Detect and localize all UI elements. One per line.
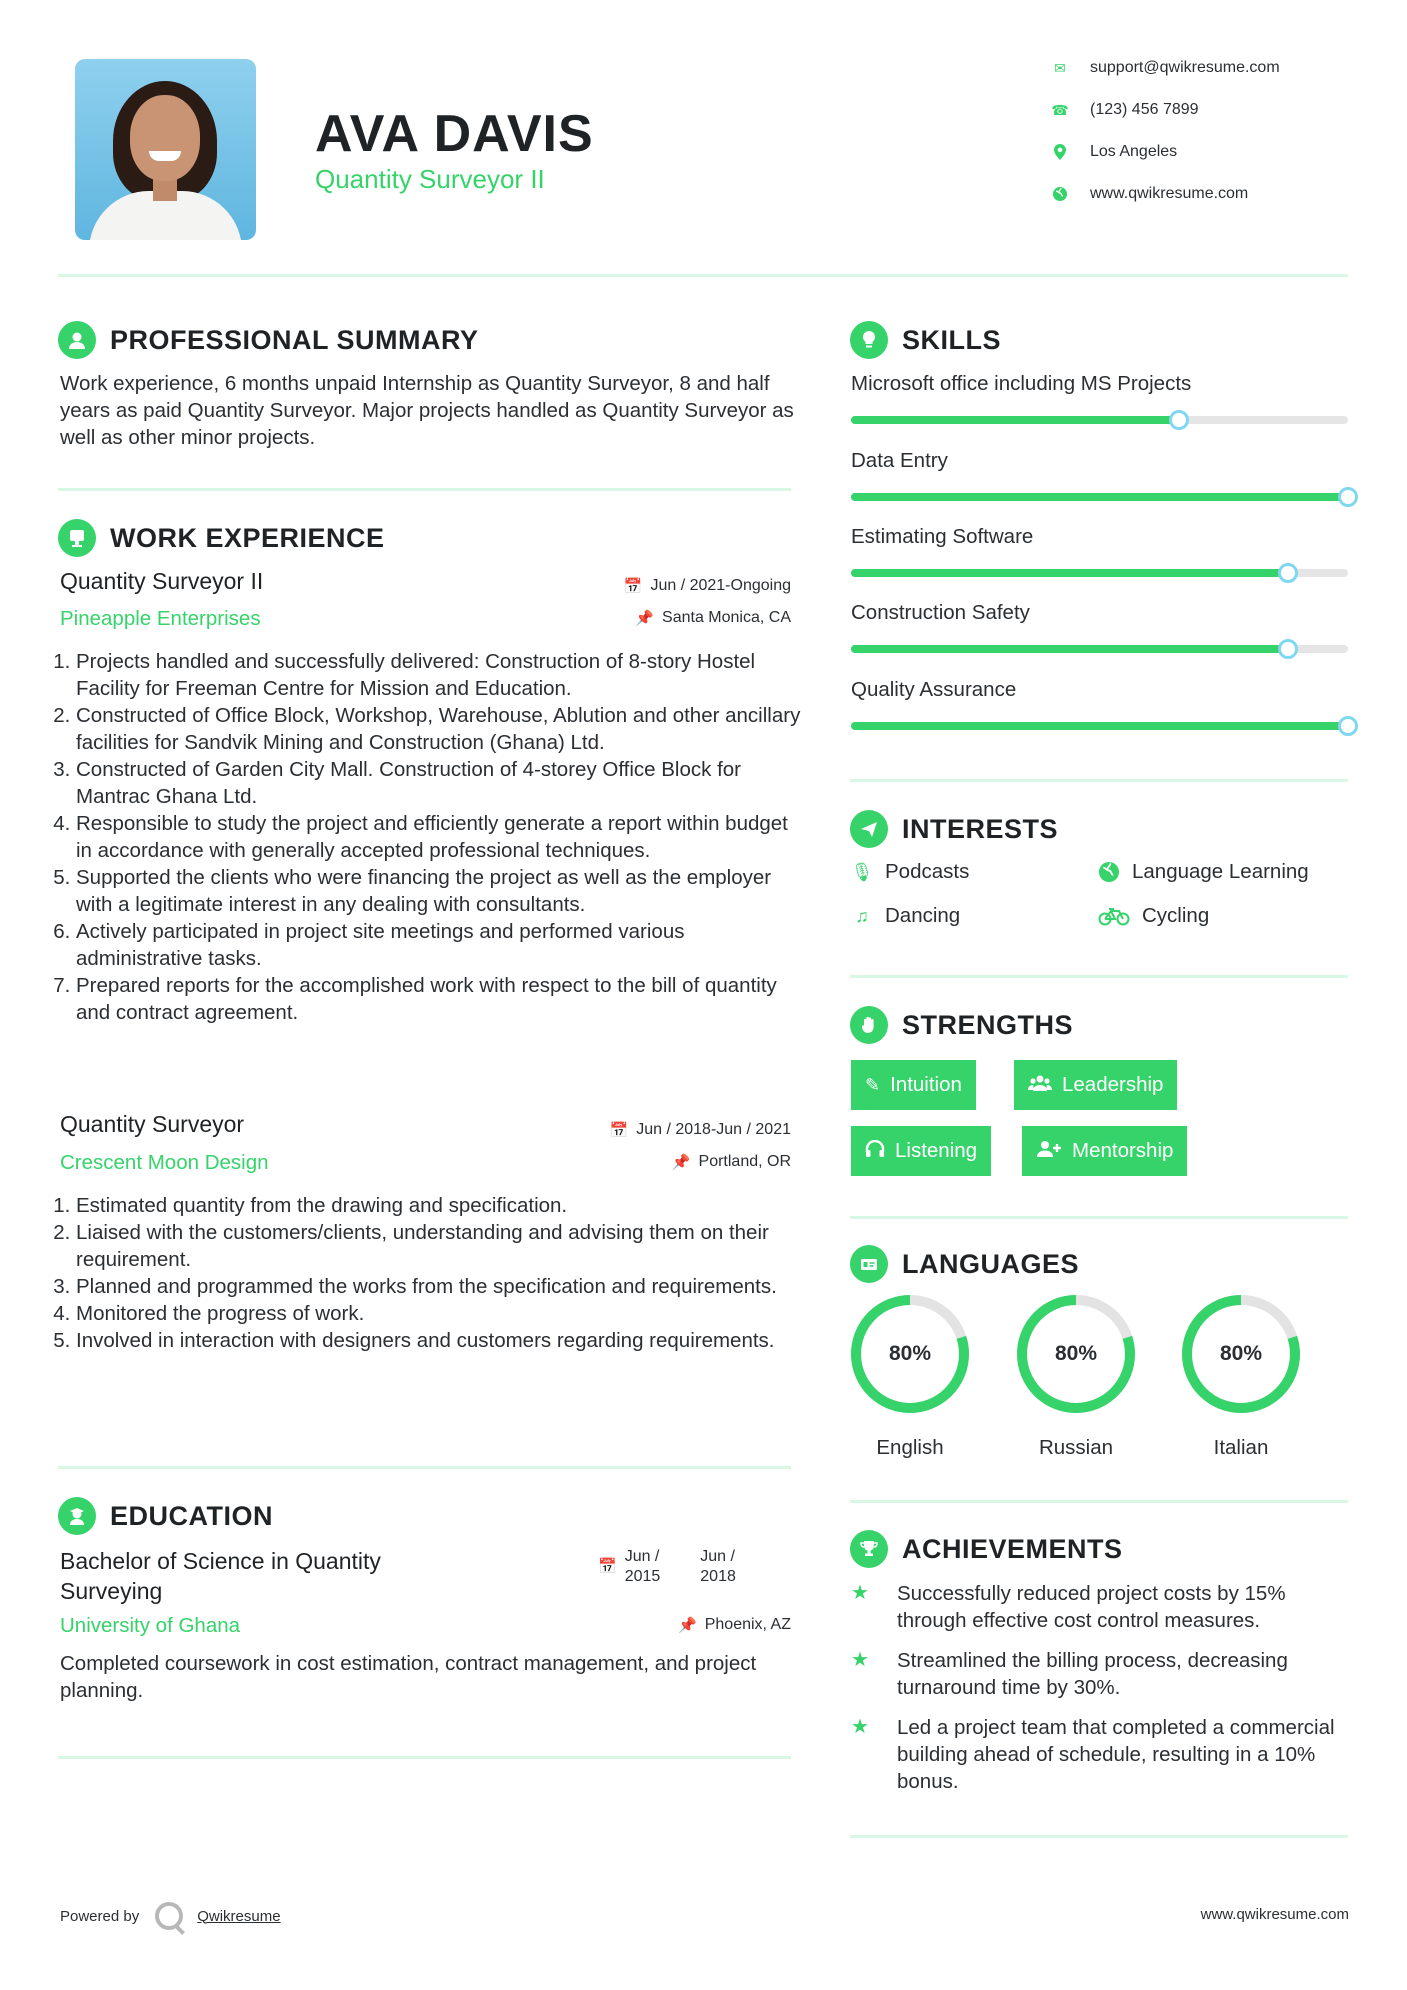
star-icon: ★ — [851, 1716, 869, 1738]
achievements-title: ACHIEVEMENTS — [902, 1533, 1123, 1564]
interest-label: Language Learning — [1132, 860, 1309, 883]
duty-item: 6. Actively participated in project site meetings and performed various administrative tasks. — [76, 918, 803, 972]
skill-bar-knob — [1338, 716, 1358, 736]
skill-label: Quality Assurance — [851, 678, 1017, 701]
skills-heading — [850, 321, 1001, 359]
achievement-item — [851, 1714, 1351, 1795]
id-card-icon — [850, 1245, 888, 1283]
candidate-role: Quantity Surveyor II — [315, 164, 545, 194]
pushpin-icon: 📌 — [671, 1154, 691, 1171]
graduate-icon — [58, 1497, 96, 1535]
strength-label: Mentorship — [1072, 1139, 1174, 1162]
job-2-dates-text: Jun / 2018-Jun / 2021 — [636, 1121, 791, 1138]
job-2-company: Crescent Moon Design — [60, 1151, 269, 1174]
job-2-location-text: Portland, OR — [698, 1153, 791, 1170]
headphones-icon — [865, 1140, 885, 1163]
strength-badge — [1022, 1126, 1187, 1176]
skill-bar — [851, 645, 1348, 653]
contact-email-text: support@qwikresume.com — [1090, 59, 1280, 76]
briefcase-icon — [58, 519, 96, 557]
strengths-divider — [850, 1216, 1348, 1219]
education-degree: Bachelor of Science in Quantity Surveying — [60, 1548, 381, 1604]
job-2-title: Quantity Surveyor — [60, 1111, 245, 1137]
job-1-dates-text: Jun / 2021-Ongoing — [650, 577, 791, 594]
interests-title: INTERESTS — [902, 813, 1059, 844]
skill-bar — [851, 416, 1348, 424]
strength-badge — [851, 1126, 991, 1176]
skill-bar — [851, 493, 1348, 501]
duty-item: 1. Estimated quantity from the drawing and specification. — [76, 1192, 803, 1219]
skill-bar — [851, 722, 1348, 730]
powered-by-text: Powered by — [60, 1907, 140, 1925]
contact-website[interactable] — [1050, 183, 1350, 205]
education-title: EDUCATION — [110, 1500, 273, 1531]
skill-bar-knob — [1278, 563, 1298, 583]
language-item — [849, 1293, 971, 1460]
hand-icon — [850, 1006, 888, 1044]
pushpin-icon: 📌 — [635, 610, 655, 627]
language-item — [1180, 1293, 1302, 1460]
work-divider — [58, 1466, 791, 1469]
lightbulb-icon — [850, 321, 888, 359]
duty-item: 3. Constructed of Garden City Mall. Construction of 4-storey Office Block for Mantrac Ghana Ltd. — [76, 756, 803, 810]
job-1-dates — [520, 577, 791, 595]
trophy-icon — [850, 1530, 888, 1568]
strength-badge — [1014, 1060, 1177, 1110]
paper-plane-icon — [850, 810, 888, 848]
skill-bar — [851, 569, 1348, 577]
achievements-heading — [850, 1530, 1123, 1568]
job-1-location — [520, 609, 791, 627]
candidate-name: AVA DAVIS — [315, 105, 594, 163]
duty-item: 5. Supported the clients who were financing the project as well as the employer with a legitimate interest in any dealing with consultants. — [76, 864, 803, 918]
education-end-a: Jun / — [700, 1548, 735, 1565]
duty-item: 2. Liaised with the customers/clients, understanding and advising them on their requirement. — [76, 1219, 803, 1273]
duty-item: 2. Constructed of Office Block, Workshop, Warehouse, Ablution and other ancillary facilities for Sandvik Mining and Construction (Ghana) Ltd. — [76, 702, 803, 756]
achievements-divider — [850, 1835, 1348, 1838]
education-location-text: Phoenix, AZ — [704, 1616, 791, 1633]
strength-badge — [851, 1060, 976, 1110]
education-end-b: 2018 — [700, 1568, 736, 1585]
job-2-dates — [520, 1121, 791, 1139]
strength-label: Leadership — [1062, 1073, 1164, 1096]
achievement-text: Led a project team that completed a commercial building ahead of schedule, resulting in a 10% bonus. — [897, 1716, 1335, 1793]
strengths-title: STRENGTHS — [902, 1009, 1074, 1040]
language-item — [1015, 1293, 1137, 1460]
footer-url[interactable]: www.qwikresume.com — [1200, 1906, 1349, 1923]
globe-icon — [1050, 187, 1070, 201]
interest-item — [1098, 860, 1309, 884]
language-percent: 80% — [1219, 1342, 1263, 1365]
languages-heading — [850, 1245, 1079, 1283]
skill-bar-fill — [851, 493, 1348, 501]
education-text: Completed coursework in cost estimation, contract management, and project planning. — [60, 1652, 757, 1702]
skills-divider — [850, 779, 1348, 782]
header-divider — [58, 274, 1348, 277]
job-1-duties — [58, 648, 803, 1026]
interests-divider — [850, 975, 1348, 978]
pushpin-icon: 📌 — [678, 1617, 697, 1634]
user-icon — [58, 321, 96, 359]
globe-icon — [1098, 862, 1120, 882]
contact-website-text: www.qwikresume.com — [1090, 185, 1249, 202]
contact-phone[interactable] — [1050, 99, 1350, 121]
job-2-duties — [58, 1192, 803, 1354]
footer-powered-by — [60, 1902, 281, 1930]
skill-label: Data Entry — [851, 449, 948, 472]
achievement-text: Streamlined the billing process, decreasing turnaround time by 30%. — [897, 1649, 1288, 1699]
education-divider — [58, 1756, 791, 1759]
strength-label: Intuition — [890, 1073, 962, 1096]
education-heading — [58, 1497, 273, 1535]
language-percent: 80% — [1054, 1342, 1098, 1365]
language-name: Italian — [1213, 1436, 1269, 1459]
job-1-location-text: Santa Monica, CA — [662, 609, 791, 626]
skill-bar-fill — [851, 645, 1288, 653]
language-percent: 80% — [888, 1342, 932, 1365]
bicycle-icon — [1098, 906, 1130, 926]
education-school: University of Ghana — [60, 1614, 241, 1637]
qwikresume-link[interactable]: Qwikresume — [197, 1907, 281, 1925]
skill-bar-knob — [1338, 487, 1358, 507]
work-heading — [58, 519, 385, 557]
job-1-company: Pineapple Enterprises — [60, 607, 261, 630]
skill-bar-knob — [1169, 410, 1189, 430]
envelope-icon: ✉ — [1054, 59, 1066, 76]
duty-item: 4. Monitored the progress of work. — [76, 1300, 803, 1327]
skill-label: Construction Safety — [851, 601, 1030, 624]
duty-item: 4. Responsible to study the project and efficiently generate a report within budget in accordance with generally accepted professional techniques. — [76, 810, 803, 864]
job-1-title: Quantity Surveyor II — [60, 568, 264, 594]
profile-photo — [75, 59, 256, 240]
contact-location — [1050, 141, 1350, 163]
summary-title: PROFESSIONAL SUMMARY — [110, 324, 479, 355]
achievement-text: Successfully reduced project costs by 15% through effective cost control measures. — [897, 1582, 1286, 1632]
users-icon — [1028, 1074, 1052, 1097]
strength-label: Listening — [895, 1139, 978, 1162]
languages-title: LANGUAGES — [902, 1248, 1080, 1279]
location-pin-icon — [1050, 144, 1070, 160]
languages-divider — [850, 1500, 1348, 1503]
duty-item: 1. Projects handled and successfully delivered: Construction of 8-story Hostel Facility for Freeman Centre for Mission and Education. — [76, 648, 803, 702]
work-title: WORK EXPERIENCE — [110, 522, 385, 553]
achievement-item — [851, 1647, 1351, 1701]
summary-text: Work experience, 6 months unpaid Internship as Quantity Surveyor, 8 and half years as paid Quantity Surveyor. Major projects handled as Quantity Surveyor as well as other minor projects. — [60, 372, 794, 449]
contact-location-text: Los Angeles — [1090, 143, 1178, 160]
interests-heading — [850, 810, 1058, 848]
qwikresume-logo-icon — [155, 1902, 183, 1930]
achievement-item — [851, 1580, 1351, 1634]
contact-phone-text: (123) 456 7899 — [1090, 101, 1199, 118]
interest-label: Cycling — [1142, 904, 1210, 927]
language-name: English — [876, 1436, 944, 1459]
music-note-icon: ♫ — [855, 905, 869, 926]
duty-item: 7. Prepared reports for the accomplished work with respect to the bill of quantity and contract agreement. — [76, 972, 803, 1026]
education-location — [600, 1616, 791, 1634]
magic-wand-icon: ✎ — [865, 1074, 881, 1095]
skill-bar-fill — [851, 416, 1179, 424]
star-icon: ★ — [851, 1649, 869, 1671]
education-start-b: 2015 — [624, 1568, 661, 1585]
skill-bar-fill — [851, 569, 1288, 577]
education-dates — [598, 1547, 736, 1587]
duty-item: 3. Planned and programmed the works from the specification and requirements. — [76, 1273, 803, 1300]
summary-heading — [58, 321, 479, 359]
microphone-icon: 🎙 — [850, 861, 874, 882]
interest-item — [1098, 904, 1209, 928]
interest-label: Dancing — [885, 904, 961, 927]
strengths-heading — [850, 1006, 1073, 1044]
phone-icon: ☎ — [1051, 101, 1069, 118]
calendar-icon: 📅 — [609, 1122, 629, 1139]
summary-divider — [58, 488, 791, 491]
duty-item: 5. Involved in interaction with designers and customers regarding requirements. — [76, 1327, 803, 1354]
calendar-icon: 📅 — [623, 578, 643, 595]
skill-bar-knob — [1278, 639, 1298, 659]
skill-label: Estimating Software — [851, 525, 1034, 548]
star-icon: ★ — [851, 1582, 869, 1604]
education-start-a: Jun / — [624, 1548, 660, 1565]
contact-email[interactable] — [1050, 57, 1350, 79]
user-plus-icon — [1036, 1140, 1062, 1163]
interest-item — [851, 904, 960, 928]
interest-item — [851, 860, 969, 884]
calendar-icon: 📅 — [598, 1558, 617, 1575]
language-name: Russian — [1038, 1436, 1114, 1459]
skill-bar-fill — [851, 722, 1348, 730]
skills-title: SKILLS — [902, 324, 1002, 355]
interest-label: Podcasts — [885, 860, 970, 883]
skill-label: Microsoft office including MS Projects — [851, 372, 1192, 395]
job-2-location — [520, 1153, 791, 1171]
